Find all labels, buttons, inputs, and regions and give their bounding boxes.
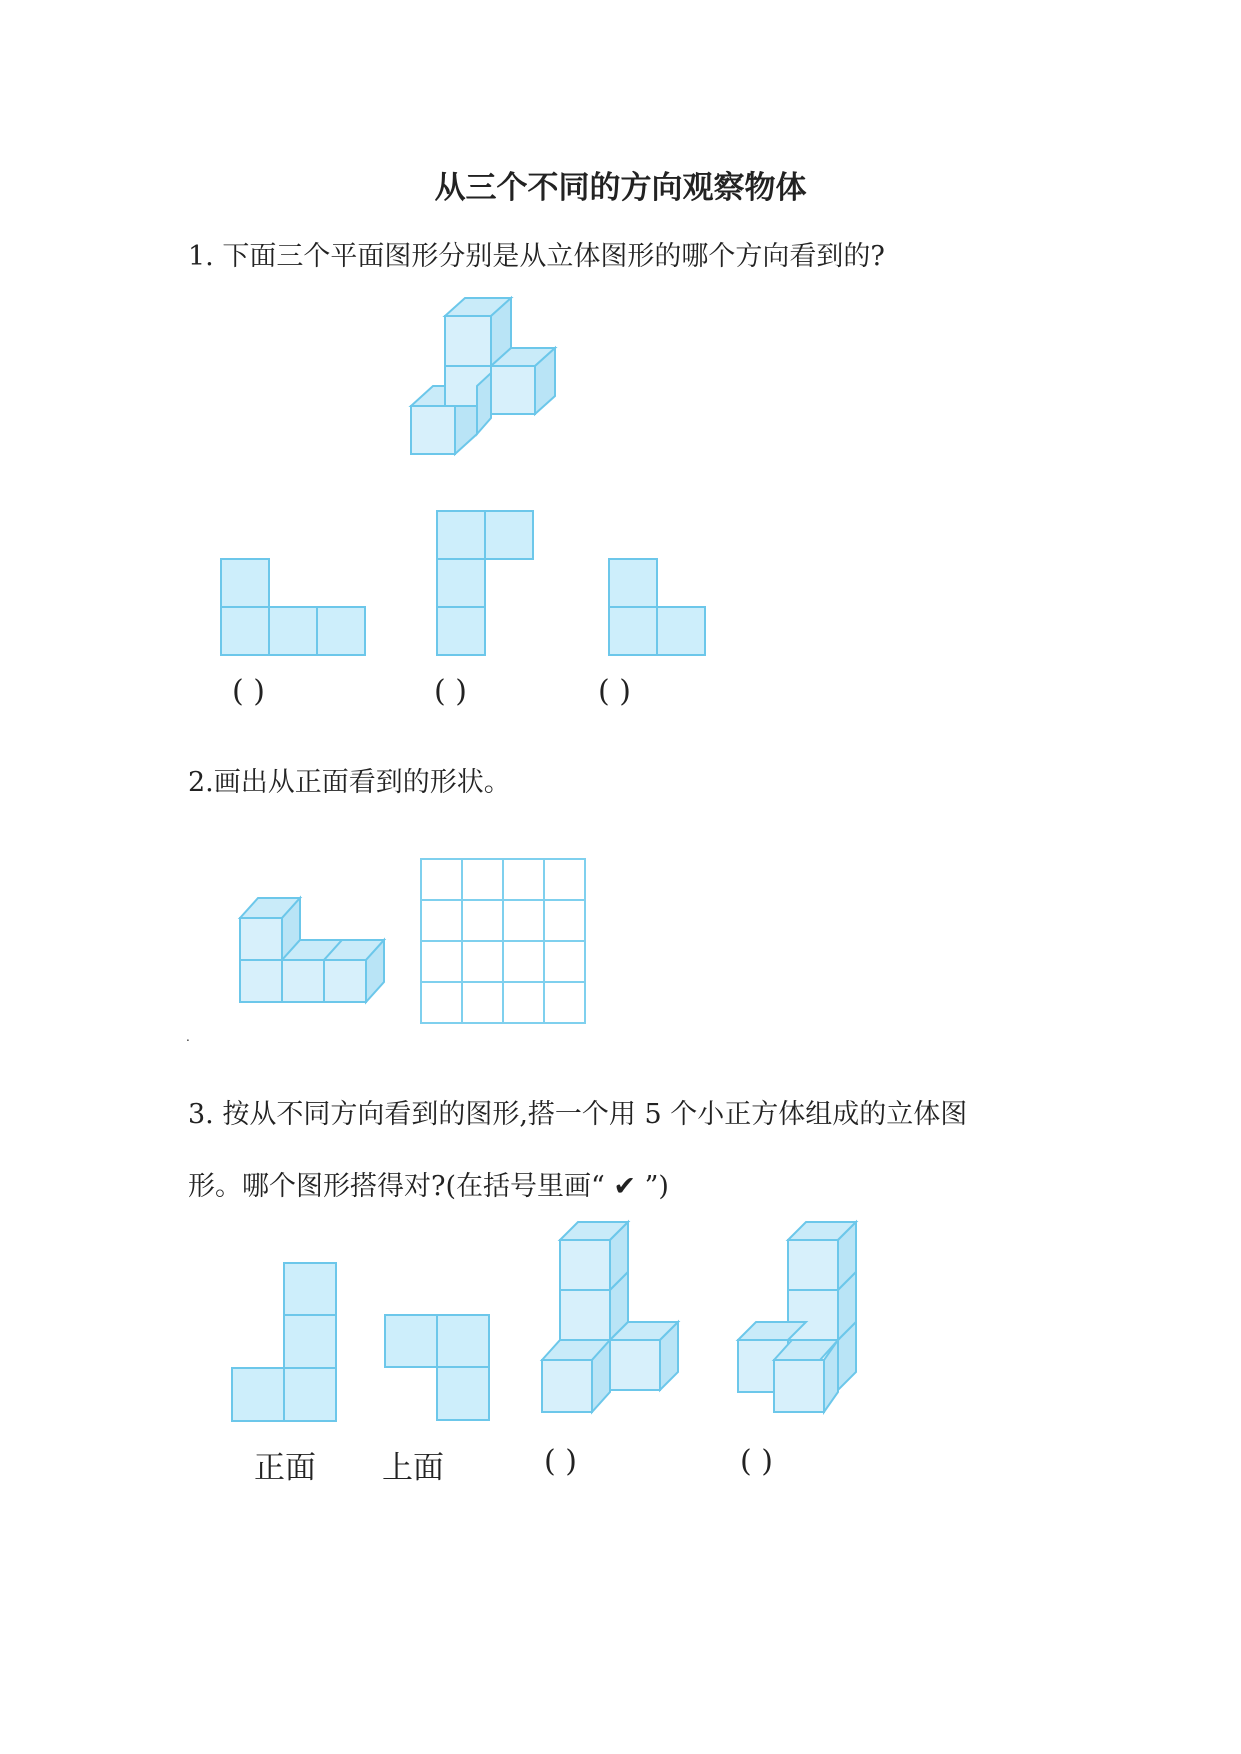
- question-3-text-line2: 形。哪个图形搭得对?(在括号里画“ ✔ ”): [188, 1171, 669, 1202]
- q3-option-a-figure: [540, 1220, 680, 1426]
- q3-answer-blank-b[interactable]: ( ): [740, 1444, 773, 1479]
- front-view-label: 正面: [254, 1450, 316, 1486]
- q1-answer-blank-1[interactable]: ( ): [232, 674, 265, 709]
- q3-option-b-figure: [736, 1220, 876, 1426]
- question-3-text-line1: 3. 按从不同方向看到的图形,搭一个用 5 个小正方体组成的立体图: [188, 1099, 968, 1130]
- q1-answer-blank-3[interactable]: ( ): [598, 674, 631, 709]
- q2-drawing-grid[interactable]: [420, 858, 588, 1026]
- q1-answer-blank-2[interactable]: ( ): [434, 674, 467, 709]
- q3-answer-blank-a[interactable]: ( ): [544, 1444, 577, 1479]
- q1-3d-figure: [405, 298, 560, 458]
- question-2-text: 2.画出从正面看到的形状。: [188, 767, 511, 798]
- page-title: 从三个不同的方向观察物体: [434, 170, 807, 206]
- question-1-text: 1. 下面三个平面图形分别是从立体图形的哪个方向看到的?: [188, 241, 885, 272]
- q3-front-view: [231, 1262, 341, 1424]
- q1-view-a: [220, 558, 368, 658]
- q1-view-c: [608, 558, 708, 658]
- q1-view-b: [436, 510, 536, 658]
- stray-dot: .: [186, 1030, 190, 1044]
- q3-top-view: [384, 1314, 494, 1424]
- q2-3d-figure: [238, 896, 388, 1008]
- top-view-label: 上面: [382, 1450, 444, 1486]
